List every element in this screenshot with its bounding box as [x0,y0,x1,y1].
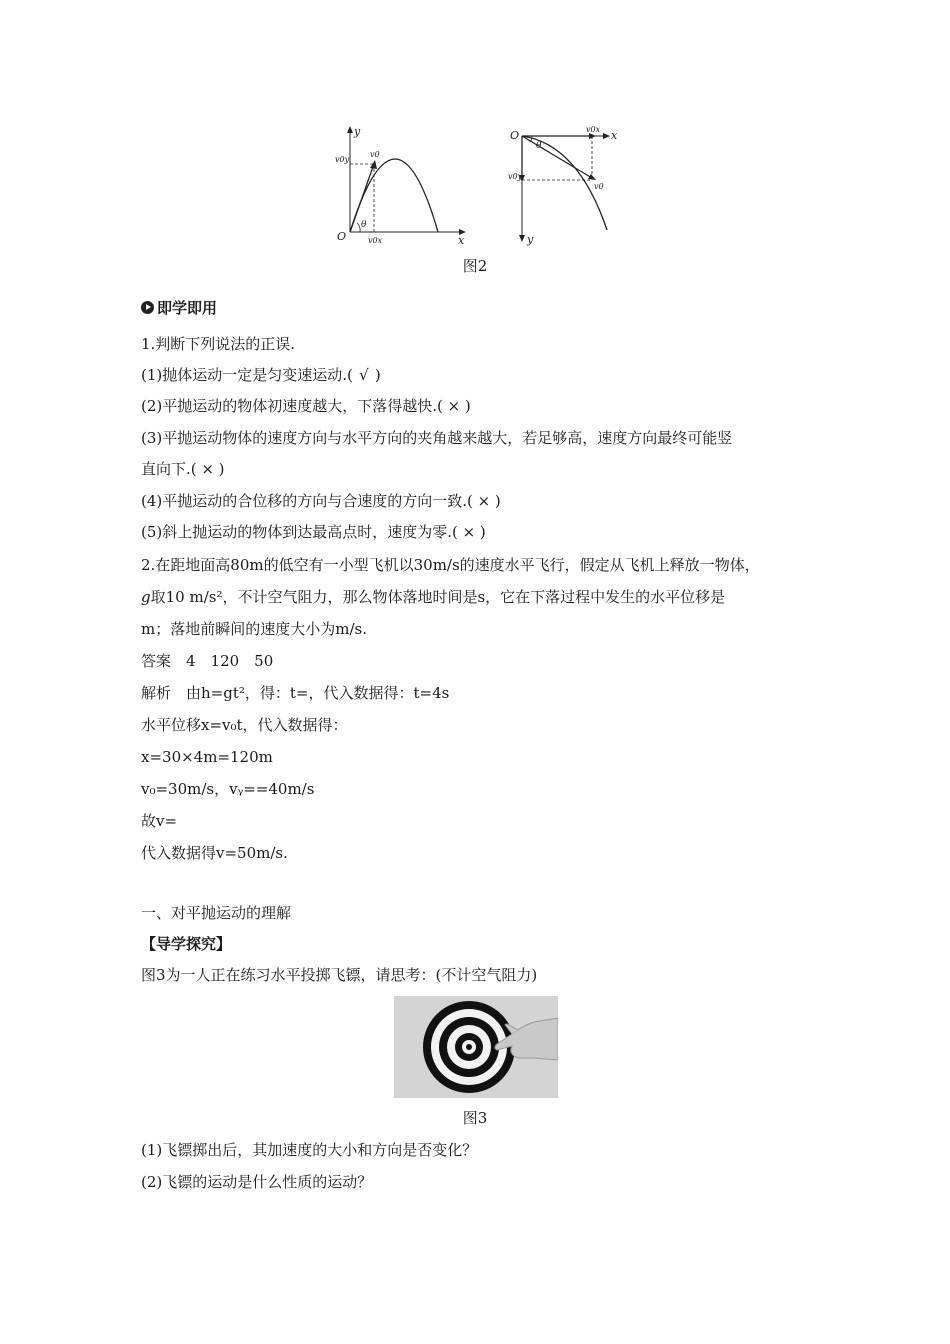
q2-line-3: m；落地前瞬间的速度大小为m/s. [141,620,367,638]
figure3-caption: 图3 [462,1109,488,1127]
play-circle-icon [141,301,154,314]
q2-line-1: 2.在距地面高80m的低空有一小型飞机以30m/s的速度水平飞行，假定从飞机上释放一物体， [141,556,760,574]
right-plot-origin-label: O [510,129,520,142]
q1-item-5 [141,521,486,543]
left-plot-v0x-label: v0x [368,236,383,245]
q1-item-2 [141,395,471,417]
section-apply-heading [141,297,217,319]
q1-item-5-mark: × [462,523,476,541]
q1-item-1 [141,364,381,386]
q1-item-2-mark: × [447,397,461,415]
q2-step-3: v₀=30m/s，vᵧ==40m/s [141,780,315,798]
q1-item-4-mark: × [477,492,491,510]
section-one-q1: (1)飞镖掷出后，其加速度的大小和方向是否变化？ [141,1141,478,1159]
q1-item-2-close: ) [464,397,471,415]
q1-item-3-close: ) [218,460,225,478]
right-plot-v0-label: v0 [594,182,604,191]
left-plot-v0y-label: v0y [335,155,350,164]
q1-stem: 1.判断下列说法的正误. [141,335,296,353]
right-plot-v0x-label: v0x [586,125,601,134]
left-plot-v0-label: v0 [370,150,380,159]
q1-item-1-close: ) [374,366,381,384]
q1-item-1-mark: √ [359,366,369,384]
figure2-left-plot [334,124,474,246]
q1-item-4-close: ) [494,492,501,510]
figure2-right-plot [508,124,620,246]
section-apply-title: 即学即用 [157,299,218,317]
q1-item-5-close: ) [479,523,486,541]
q1-item-5-text: (5)斜上抛运动的物体到达最高点时，速度为零.( [141,523,458,541]
q1-item-4 [141,490,501,512]
q2-answer: 答案 4 120 50 [141,652,274,670]
q2-line-2-text: 取10 m/s²，不计空气阻力，那么物体落地时间是s，它在下落过程中发生的水平位移是 [150,588,726,606]
figure2-caption: 图2 [462,257,488,275]
guide-heading: 【导学探究】 [141,935,232,953]
q2-step-5: 代入数据得v=50m/s. [141,844,288,862]
right-plot-theta-label: θ [536,141,542,151]
q1-item-2-text: (2)平抛运动的物体初速度越大，下落得越快.( [141,397,443,415]
q2-g-symbol: g [141,588,151,606]
q2-step-4: 故v= [141,812,178,830]
q2-line-2 [141,586,725,608]
q2-step-2: x=30×4m=120m [141,748,273,766]
left-plot-x-label: x [458,234,465,246]
left-plot-theta-label: θ [361,220,367,230]
q1-item-1-text: (1)抛体运动一定是匀变速运动.( [141,366,353,384]
q1-item-3: (3)平抛运动物体的速度方向与水平方向的夹角越来越大，若足够高，速度方向最终可能竖 [141,429,733,447]
section-one-title: 一、对平抛运动的理解 [141,904,292,922]
left-plot-y-label: y [354,125,361,138]
section-one-q2: (2)飞镖的运动是什么性质的运动？ [141,1173,373,1191]
q1-item-3-mark: × [201,460,214,478]
right-plot-y-label: y [527,233,534,246]
right-plot-x-label: x [611,129,618,142]
figure3-dartboard-photo [394,996,558,1098]
q1-item-3-cont [141,458,224,480]
q2-step-1: 水平位移x=v₀t，代入数据得： [141,716,348,734]
right-plot-v0y-label: v0y [508,172,523,181]
section-one-intro: 图3为一人正在练习水平投掷飞镖，请思考：(不计空气阻力) [141,966,538,984]
q2-analysis: 解析 由h=gt²，得：t=，代入数据得：t=4s [141,684,450,702]
q1-item-4-text: (4)平抛运动的合位移的方向与合速度的方向一致.( [141,492,473,510]
q1-item-3-cont-text: 直向下.( [141,460,197,478]
left-plot-origin-label: O [337,230,347,243]
